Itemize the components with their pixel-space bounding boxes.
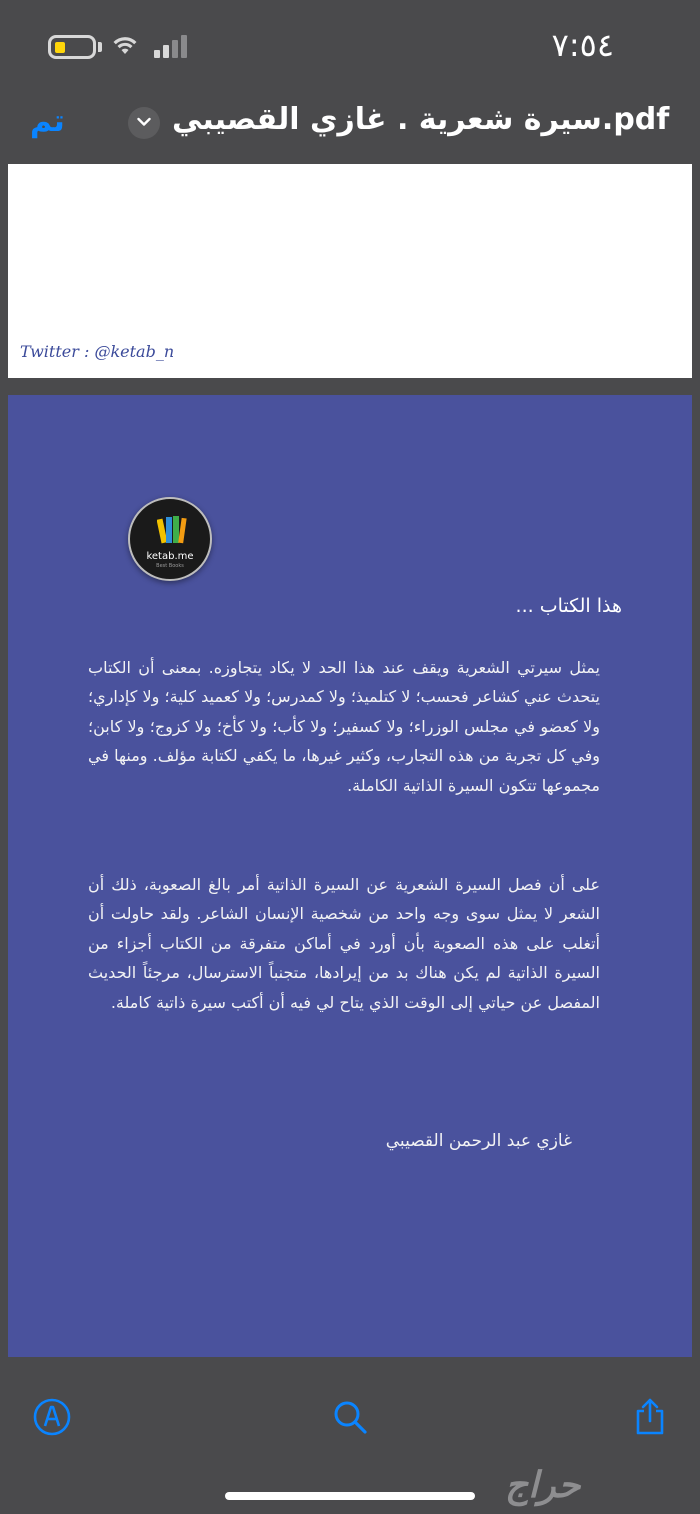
ketab-logo: [128, 497, 212, 581]
book-logo-icon: [157, 513, 187, 547]
author-signature: غازي عبد الرحمن القصيبي: [385, 1131, 572, 1151]
title-menu-button[interactable]: [128, 107, 160, 139]
pdf-page-1: [8, 164, 692, 378]
nav-bar: [0, 90, 700, 164]
haraj-watermark: حراج: [505, 1465, 581, 1506]
logo-tagline: Best Books: [156, 563, 184, 569]
done-button[interactable]: تم: [30, 104, 65, 139]
wifi-icon: [112, 32, 138, 58]
pdf-page-2: [8, 395, 692, 1357]
home-indicator[interactable]: [225, 1492, 475, 1500]
document-title[interactable]: سيرة شعرية . غازي القصيبي.pdf: [172, 102, 670, 137]
bottom-toolbar: [0, 1367, 700, 1514]
share-icon[interactable]: [630, 1397, 670, 1437]
search-icon[interactable]: [330, 1397, 370, 1437]
cover-paragraph-1: يمثل سيرتي الشعرية ويقف عند هذا الحد لا يكاد يتجاوزه. بمعنى أن الكتاب يتحدث عني كشاعر فحسب؛ لا كتلميذ؛ ولا كمدرس؛ ولا كعميد كلية؛ ولا كإداري؛ ولا كعضو في مجلس الوزراء؛ ولا كسفير؛ ولا كأب؛ ولا كأخ؛ ولا كزوج؛ ولا كابن؛ وفي كل تجربة من هذه التجارب، وكثير غيرها، ما يكفي لكتابة مؤلف. ومنها في مجموعها تتكون السيرة الذاتية الكاملة.: [88, 658, 600, 795]
cover-heading: هذا الكتاب ...: [515, 595, 622, 617]
markup-pen-icon[interactable]: [32, 1397, 72, 1437]
status-time: ٧:٥٤: [551, 26, 614, 64]
battery-tip: [98, 42, 102, 52]
chevron-down-icon: [137, 117, 151, 127]
cellular-signal-icon: [154, 34, 190, 58]
status-bar: [0, 0, 700, 90]
cover-paragraph-2: على أن فصل السيرة الشعرية عن السيرة الذاتية أمر بالغ الصعوبة، ذلك أن الشعر لا يمثل سوى وجه واحد من شخصية الإنسان الشاعر. ولقد حاولت أن أتغلب على هذه الصعوبة بأن أورد في أماكن متفرقة من الكتاب أجزاء من السيرة الذاتية لم يكن هناك بد من إيرادها، متجنباً الاسترسال، مرجئاً الحديث المفصل عن حياتي إلى الوقت الذي يتاح لي فيه أن أكتب سيرة ذاتية كاملة.: [88, 875, 600, 1012]
twitter-handle: Twitter : @ketab_n: [20, 342, 175, 361]
battery-level: [55, 42, 65, 53]
logo-name: ketab.me: [146, 551, 194, 562]
